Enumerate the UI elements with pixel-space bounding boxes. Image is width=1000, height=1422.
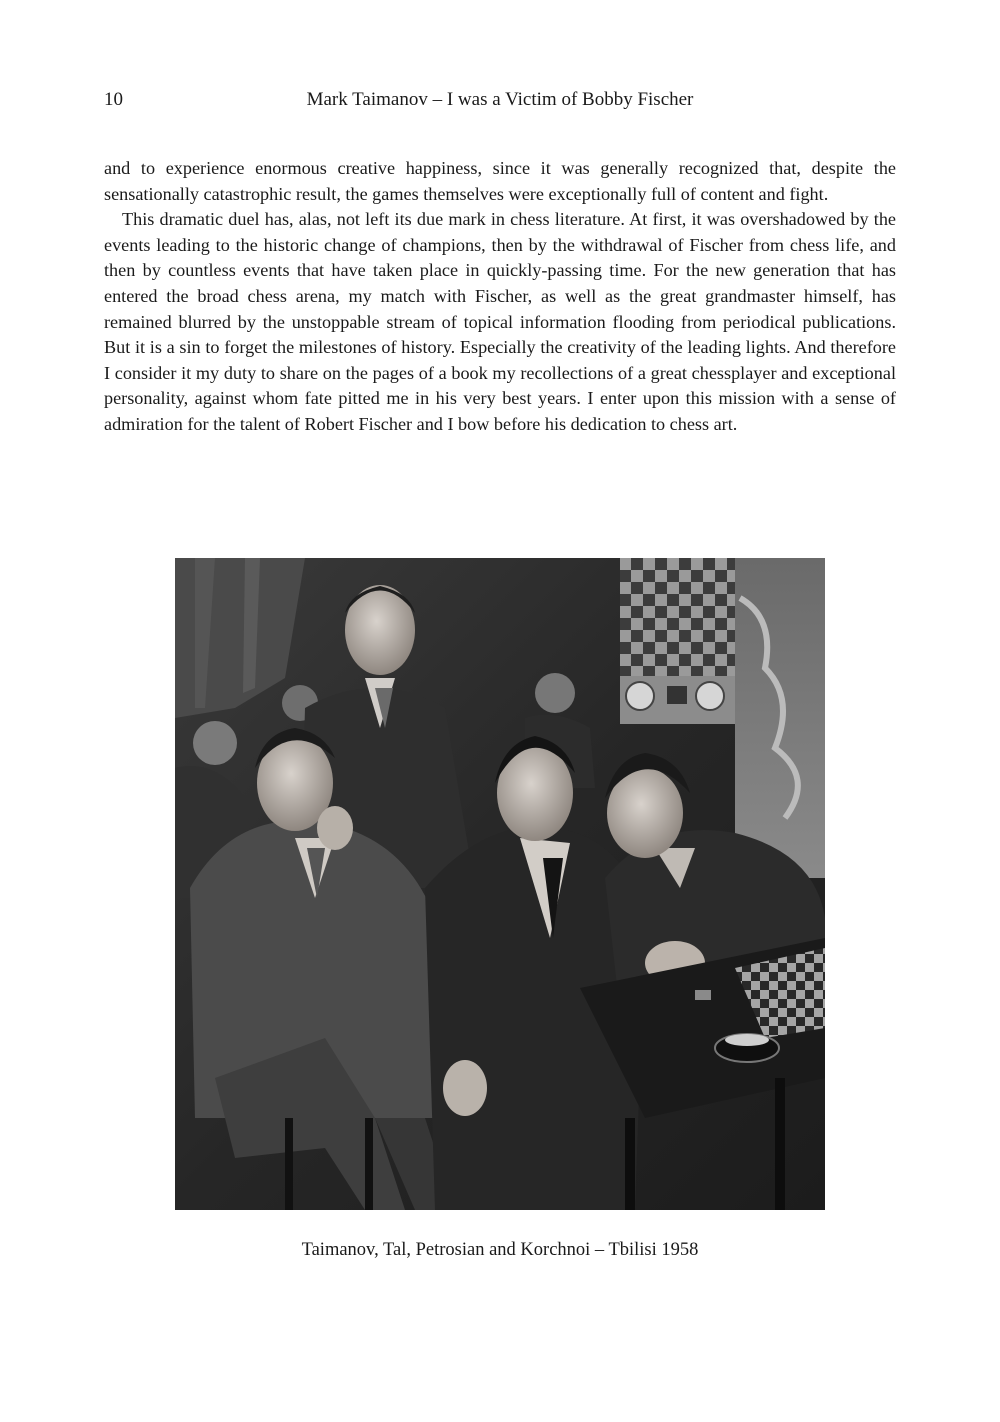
photograph xyxy=(175,558,825,1210)
page-number: 10 xyxy=(104,89,123,110)
photograph-illustration xyxy=(175,558,825,1210)
running-title: Mark Taimanov – I was a Victim of Bobby Fischer xyxy=(306,89,694,110)
body-text xyxy=(104,156,896,438)
figure-caption: Taimanov, Tal, Petrosian and Korchnoi – Tbilisi 1958 xyxy=(301,1240,699,1260)
paragraph-2: This dramatic duel has, alas, not left its due mark in chess literature. At first, it was overshadowed by the events leading to the historic change of champions, then by the withdrawal of Fischer from chess life, and then by countless events that have taken place in quickly-passing time. For the new generation that has entered the broad chess arena, my match with Fischer, as well as the great grandmaster himself, has remained blurred by the unstoppable stream of topical information flooding from periodical publications. But it is a sin to forget the milestones of history. Especially the creativity of the leading lights. And therefore I consider it my duty to share on the pages of a book my recollections of a great chessplayer and exceptional personality, against whom fate pitted me in his very best years. I enter upon this mission with a sense of admiration for the talent of Robert Fischer and I bow before his dedication to chess art. xyxy=(104,209,896,434)
paragraph-1: and to experience enormous creative happiness, since it was generally recognized that, despite the sensationally catastrophic result, the games themselves were exceptionally full of content and fight. xyxy=(104,158,896,204)
